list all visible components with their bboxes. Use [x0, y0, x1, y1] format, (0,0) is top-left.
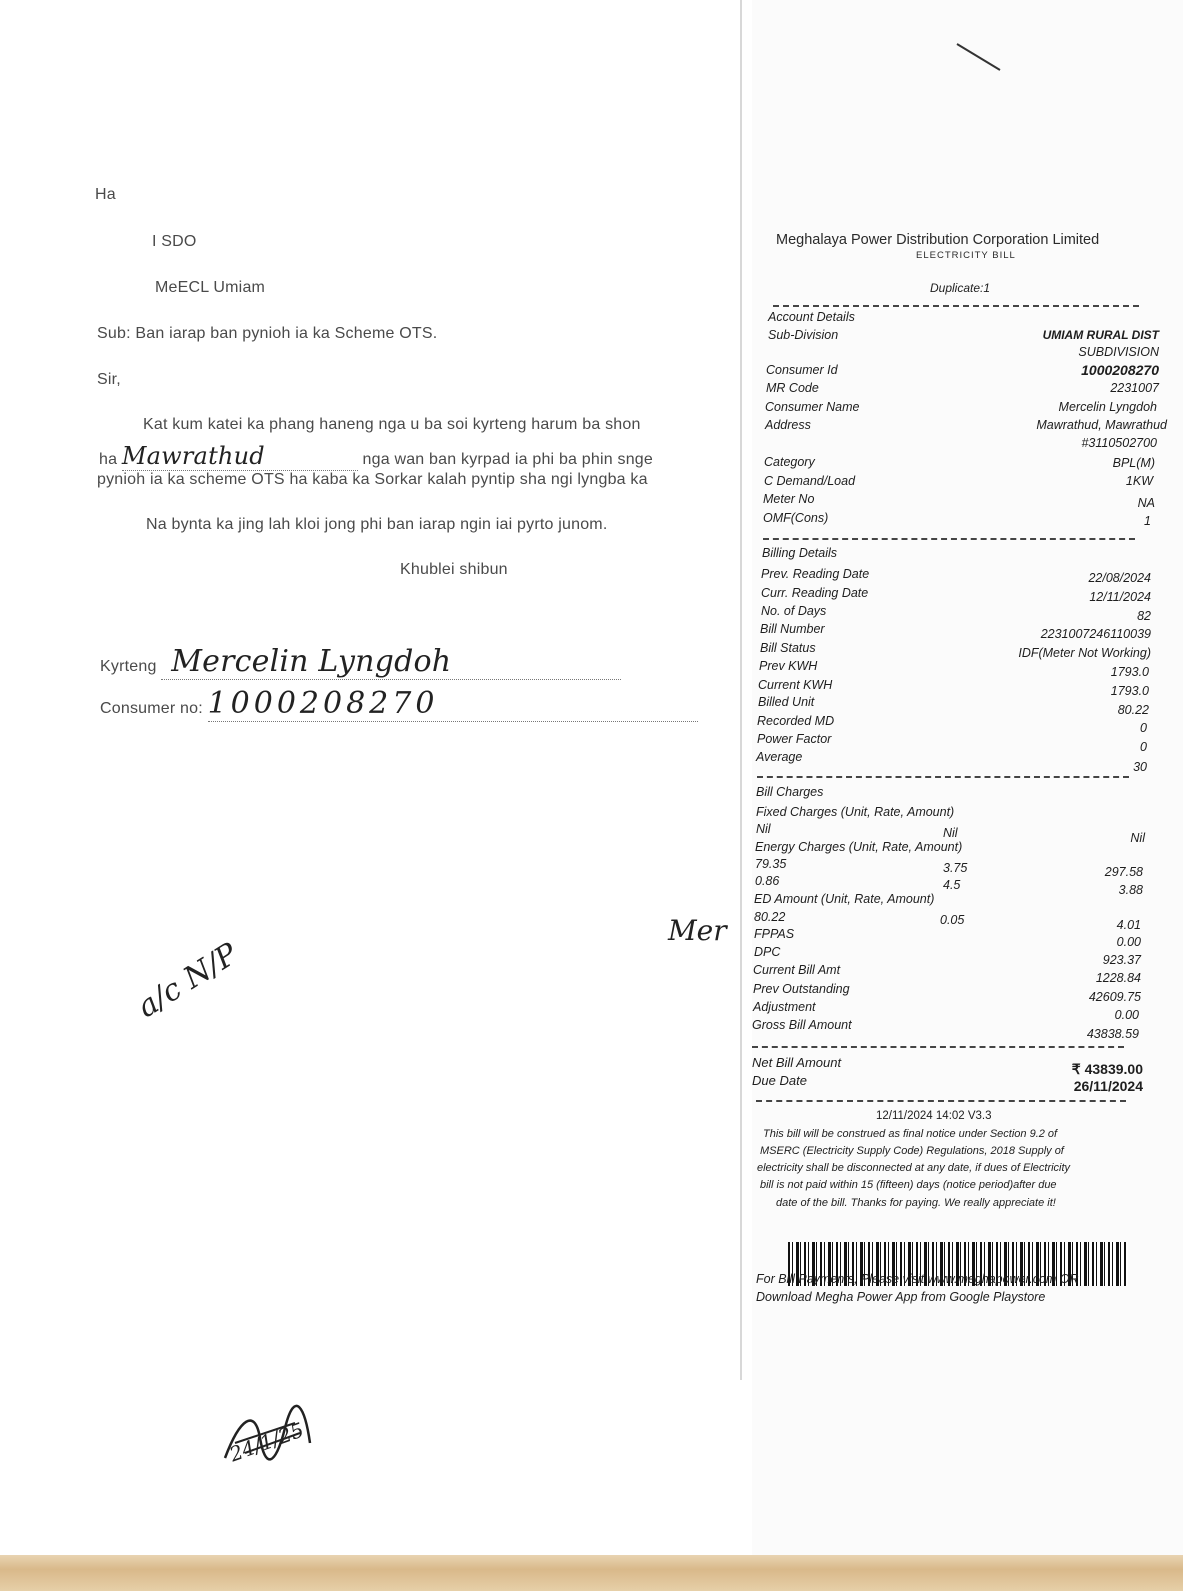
duplicate-label: Duplicate:1	[930, 281, 991, 295]
billed-unit-value: 80.22	[1117, 703, 1149, 717]
letter-closing: Khublei shibun	[400, 561, 508, 578]
average-value: 30	[1133, 760, 1147, 774]
fixed-charges-label: Fixed Charges (Unit, Rate, Amount)	[756, 805, 955, 819]
place-handwritten: Mawrathud	[122, 442, 358, 471]
name-label: Kyrteng	[100, 658, 157, 675]
recorded-md-value: 0	[1140, 721, 1147, 735]
letter-subject: Sub: Ban iarap ban pynioh ia ka Scheme OTS.	[97, 325, 438, 342]
average-label: Average	[756, 750, 803, 764]
prev-reading-date-label: Prev. Reading Date	[761, 567, 870, 581]
signature-date: 24/1/25	[226, 1417, 307, 1467]
bill-type: ELECTRICITY BILL	[916, 250, 1016, 261]
addressee-line1: I SDO	[152, 233, 197, 250]
charges-section: Bill Charges	[756, 785, 824, 799]
mr-code-label: MR Code	[766, 381, 819, 395]
footer-line2: Download Megha Power App from Google Playstore	[756, 1290, 1046, 1304]
consumer-id-value: 1000208270	[1081, 362, 1159, 378]
power-factor-label: Power Factor	[757, 732, 832, 746]
consumer-id-label: Consumer Id	[766, 363, 838, 377]
bill-number-value: 2231007246110039	[1040, 627, 1151, 641]
sub-division-label: Sub-Division	[768, 328, 839, 342]
prev-reading-date-value: 22/08/2024	[1088, 571, 1151, 585]
separator	[757, 776, 1129, 778]
receipt-edge	[740, 0, 742, 1380]
fixed-unit: Nil	[756, 822, 771, 836]
energy2-rate: 4.5	[943, 878, 961, 892]
ed-unit: 80.22	[754, 910, 786, 924]
bottom-edge-strip	[0, 1555, 1183, 1591]
energy2-unit: 0.86	[755, 874, 780, 888]
footer-line1: For Bill Payments, Please visit www.meghapower.com OR	[756, 1272, 1079, 1286]
separator	[756, 1100, 1126, 1102]
letter-body-line3: pynioh ia ka scheme OTS ha kaba ka Sorkar kalah pyntip sha ngi lyngba ka	[97, 471, 648, 488]
letter-body-line1: Kat kum katei ka phang haneng nga u ba soi kyrteng harum ba shon	[143, 416, 641, 433]
omf-value: 1	[1144, 514, 1151, 528]
ed-rate: 0.05	[940, 913, 965, 927]
separator	[763, 538, 1135, 540]
consumer-name-label: Consumer Name	[765, 400, 860, 414]
recorded-md-label: Recorded MD	[757, 714, 835, 728]
addressee-line2: MeECL Umiam	[155, 279, 266, 296]
net-label: Net Bill Amount	[752, 1055, 842, 1070]
address-value2: #3110502700	[1081, 436, 1157, 450]
meter-no-value: NA	[1137, 496, 1155, 510]
notice-line1: This bill will be construed as final notice under Section 9.2 of	[763, 1128, 1058, 1140]
margin-note: Mer	[668, 914, 727, 947]
power-factor-value: 0	[1140, 740, 1147, 754]
due-label: Due Date	[752, 1073, 807, 1088]
adjustment-value: 0.00	[1114, 1008, 1139, 1022]
notice-line4: bill is not paid within 15 (fifteen) days (notice period)after due	[760, 1179, 1057, 1191]
account-section: Account Details	[768, 310, 855, 324]
letter-to: Ha	[95, 186, 116, 203]
company-name: Meghalaya Power Distribution Corporation Limited	[776, 232, 1100, 248]
omf-label: OMF(Cons)	[763, 511, 829, 525]
bill-number-label: Bill Number	[760, 622, 825, 636]
sub-division-value: UMIAM RURAL DIST	[1042, 328, 1159, 342]
consumer-label: Consumer no:	[100, 700, 203, 717]
curr-reading-date-label: Curr. Reading Date	[761, 586, 869, 600]
prev-outstanding-value: 42609.75	[1088, 990, 1141, 1004]
mr-code-value: 2231007	[1110, 381, 1159, 395]
consumer-handwritten: 1000208270	[208, 686, 698, 722]
consumer-name-value: Mercelin Lyngdoh	[1058, 400, 1157, 414]
energy1-rate: 3.75	[943, 861, 968, 875]
no-of-days-label: No. of Days	[761, 604, 827, 618]
billed-unit-label: Billed Unit	[758, 695, 815, 709]
net-value: ₹ 43839.00	[1071, 1061, 1143, 1077]
name-handwritten: Mercelin Lyngdoh	[161, 644, 621, 680]
c-demand-value: 1KW	[1125, 474, 1153, 488]
bill-status-value: IDF(Meter Not Working)	[1018, 646, 1151, 660]
notice-line2: MSERC (Electricity Supply Code) Regulations, 2018 Supply of	[760, 1145, 1064, 1157]
fixed-amount: Nil	[1130, 831, 1145, 845]
notice-line5: date of the bill. Thanks for paying. We really appreciate it!	[776, 1197, 1056, 1209]
billing-section: Billing Details	[762, 546, 838, 560]
energy1-unit: 79.35	[755, 857, 787, 871]
energy1-amount: 297.58	[1104, 865, 1143, 879]
c-demand-label: C Demand/Load	[764, 474, 856, 488]
bill-status-label: Bill Status	[760, 641, 816, 655]
body-line2-suffix: nga wan ban kyrpad ia phi ba phin snge	[362, 451, 653, 468]
notice-line3: electricity shall be disconnected at any date, if dues of Electricity	[757, 1162, 1071, 1174]
gross-label: Gross Bill Amount	[752, 1018, 852, 1032]
bill-timestamp: 12/11/2024 14:02 V3.3	[876, 1110, 992, 1122]
fppas-value: 0.00	[1116, 935, 1141, 949]
ed-amount: 4.01	[1116, 918, 1141, 932]
letter-body-line2	[99, 442, 653, 471]
prev-kwh-label: Prev KWH	[759, 659, 818, 673]
curr-reading-date-value: 12/11/2024	[1089, 590, 1151, 604]
energy-charges-label: Energy Charges (Unit, Rate, Amount)	[755, 840, 963, 854]
name-row	[100, 644, 621, 680]
consumer-row	[100, 686, 698, 722]
fppas-label: FPPAS	[754, 927, 795, 941]
current-bill-value: 1228.84	[1095, 971, 1141, 985]
account-annotation: a/c N/P	[131, 936, 245, 1025]
sub-division-value2: SUBDIVISION	[1078, 345, 1159, 359]
address-label: Address	[765, 418, 811, 432]
address-value: Mawrathud, Mawrathud	[1036, 418, 1167, 432]
scratch-mark	[955, 40, 1005, 75]
separator	[752, 1046, 1124, 1048]
current-bill-label: Current Bill Amt	[753, 963, 841, 977]
adjustment-label: Adjustment	[753, 1000, 816, 1014]
energy2-amount: 3.88	[1118, 883, 1143, 897]
prev-kwh-value: 1793.0	[1110, 665, 1149, 679]
letter-greeting: Sir,	[97, 371, 121, 388]
body-line2-prefix: ha	[99, 451, 118, 468]
dpc-label: DPC	[754, 945, 781, 959]
ed-amount-label: ED Amount (Unit, Rate, Amount)	[754, 892, 935, 906]
current-kwh-label: Current KWH	[758, 678, 833, 692]
current-kwh-value: 1793.0	[1110, 684, 1149, 698]
category-value: BPL(M)	[1112, 456, 1155, 470]
letter-body-line4: Na bynta ka jing lah kloi jong phi ban iarap ngin iai pyrto junom.	[146, 516, 608, 533]
fixed-rate: Nil	[943, 826, 958, 840]
separator	[773, 305, 1139, 307]
dpc-value: 923.37	[1102, 953, 1141, 967]
meter-no-label: Meter No	[763, 492, 815, 506]
category-label: Category	[764, 455, 815, 469]
no-of-days-value: 82	[1137, 609, 1151, 623]
due-value: 26/11/2024	[1073, 1078, 1143, 1094]
gross-value: 43838.59	[1086, 1027, 1139, 1041]
prev-outstanding-label: Prev Outstanding	[753, 982, 850, 996]
